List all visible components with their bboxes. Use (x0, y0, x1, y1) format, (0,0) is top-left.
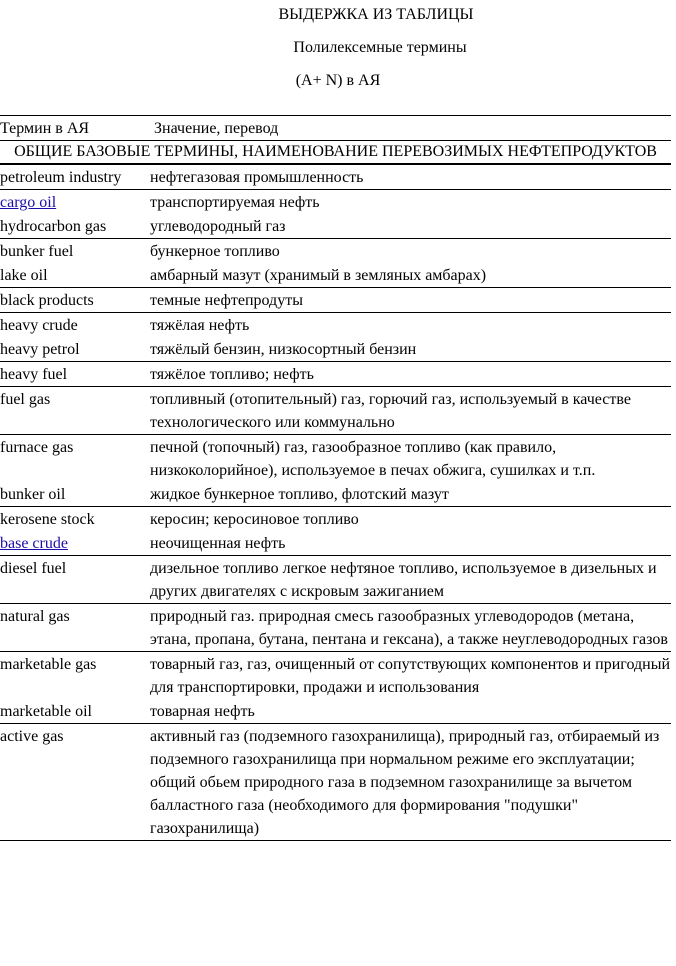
table-row (0, 288, 671, 313)
meaning-cell: амбарный мазут (хранимый в земляных амбарах) (150, 263, 671, 288)
term-cell: bunker oil (0, 482, 150, 507)
section-title: ОБЩИЕ БАЗОВЫЕ ТЕРМИНЫ, НАИМЕНОВАНИЕ ПЕРЕВОЗИМЫХ НЕФТЕПРОДУКТОВ (0, 141, 671, 165)
term-cell: marketable oil (0, 699, 150, 724)
meaning-cell: печной (топочный) газ, газообразное топливо (как правило, низкоколорийное), используемое в печах обжига, сушилках и т.п. (150, 439, 596, 479)
meaning-cell: дизельное топливо легкое нефтяное топливо, используемое в дизельных и других двигателях с искровым зажиганием (150, 556, 671, 604)
meaning-cell: углеводородный газ (150, 214, 671, 239)
meaning-cell: жидкое бункерное топливо, флотский мазут (150, 482, 671, 507)
table-row (0, 507, 671, 532)
meaning-cell: активный газ (подземного газохранилища), природный газ, отбираемый из подземного газохранилища при нормальном режиме его эксплуатации; общий обьем природного газа в подземном газохранилище за вычетом балластного газа (необходимого для формирования "подушки" газохранилища) (150, 724, 671, 841)
meaning-cell: бункерное топливо (150, 243, 280, 260)
table-row (0, 239, 671, 264)
term-cell: kerosene stock (0, 511, 95, 528)
term-cell: lake oil (0, 263, 150, 288)
table-row (0, 652, 671, 700)
table-row (0, 604, 671, 652)
table-row (0, 313, 671, 338)
term-cell: petroleum industry (0, 164, 150, 190)
table-row (0, 724, 671, 841)
term-link-cargo-oil[interactable]: cargo oil (0, 194, 57, 211)
term-cell: bunker fuel (0, 243, 74, 260)
table-row (0, 531, 671, 556)
term-cell: heavy crude (0, 317, 78, 334)
term-cell: heavy petrol (0, 337, 150, 362)
meaning-cell: топливный (отопительный) газ, горючий газ, используемый в качестве технологического или коммунально (150, 387, 671, 435)
term-cell: furnace gas (0, 439, 74, 456)
meaning-cell: природный газ. природная смесь газообразных углеводородов (метана, этана, пропана, бутана, пентана и гексана), а также неуглеводородных газов (150, 604, 671, 652)
table-row (0, 190, 671, 215)
meaning-cell: товарный газ, газ, очищенный от сопутствующих компонентов и пригодный для транспортировки, продажи и использования (150, 656, 671, 696)
table-row (0, 556, 671, 604)
term-cell: natural gas (0, 604, 150, 652)
term-cell: fuel gas (0, 387, 150, 435)
table-row (0, 699, 671, 724)
table-row (0, 263, 671, 288)
meaning-cell: тяжёлая нефть (150, 317, 250, 334)
meaning-cell: нефтегазовая промышленность (150, 164, 671, 190)
table-row (0, 214, 671, 239)
doc-title: ВЫДЕРЖКА ИЗ ТАБЛИЦЫ (278, 6, 474, 23)
table-row (0, 387, 671, 435)
table-row (0, 482, 671, 507)
term-cell: active gas (0, 724, 150, 841)
meaning-cell: тяжёлый бензин, низкосортный бензин (150, 337, 671, 362)
table-row (0, 337, 671, 362)
meaning-cell: тяжёлое топливо; нефть (150, 362, 671, 387)
doc-formula: (A+ N) в АЯ (295, 72, 381, 89)
table-row (0, 362, 671, 387)
table-row (0, 164, 671, 190)
meaning-cell: темные нефтепродуты (150, 288, 671, 313)
term-cell: diesel fuel (0, 556, 150, 604)
term-cell: black products (0, 288, 150, 313)
term-cell: hydrocarbon gas (0, 214, 150, 239)
meaning-cell: керосин; керосиновое топливо (150, 511, 359, 528)
terms-table (0, 115, 671, 841)
table-header-row (0, 116, 671, 141)
term-cell: heavy fuel (0, 362, 150, 387)
meaning-cell: неочищенная нефть (150, 531, 671, 556)
term-cell: marketable gas (0, 656, 97, 673)
header-term: Термин в АЯ (0, 116, 150, 141)
table-row (0, 435, 671, 483)
meaning-cell: товарная нефть (150, 699, 671, 724)
meaning-cell: транспортируемая нефть (150, 194, 320, 211)
header-meaning: Значение, перевод (150, 116, 671, 141)
term-link-base-crude[interactable]: base crude (0, 535, 68, 552)
section-row (0, 141, 671, 165)
doc-subtitle: Полилексемные термины (293, 39, 467, 56)
